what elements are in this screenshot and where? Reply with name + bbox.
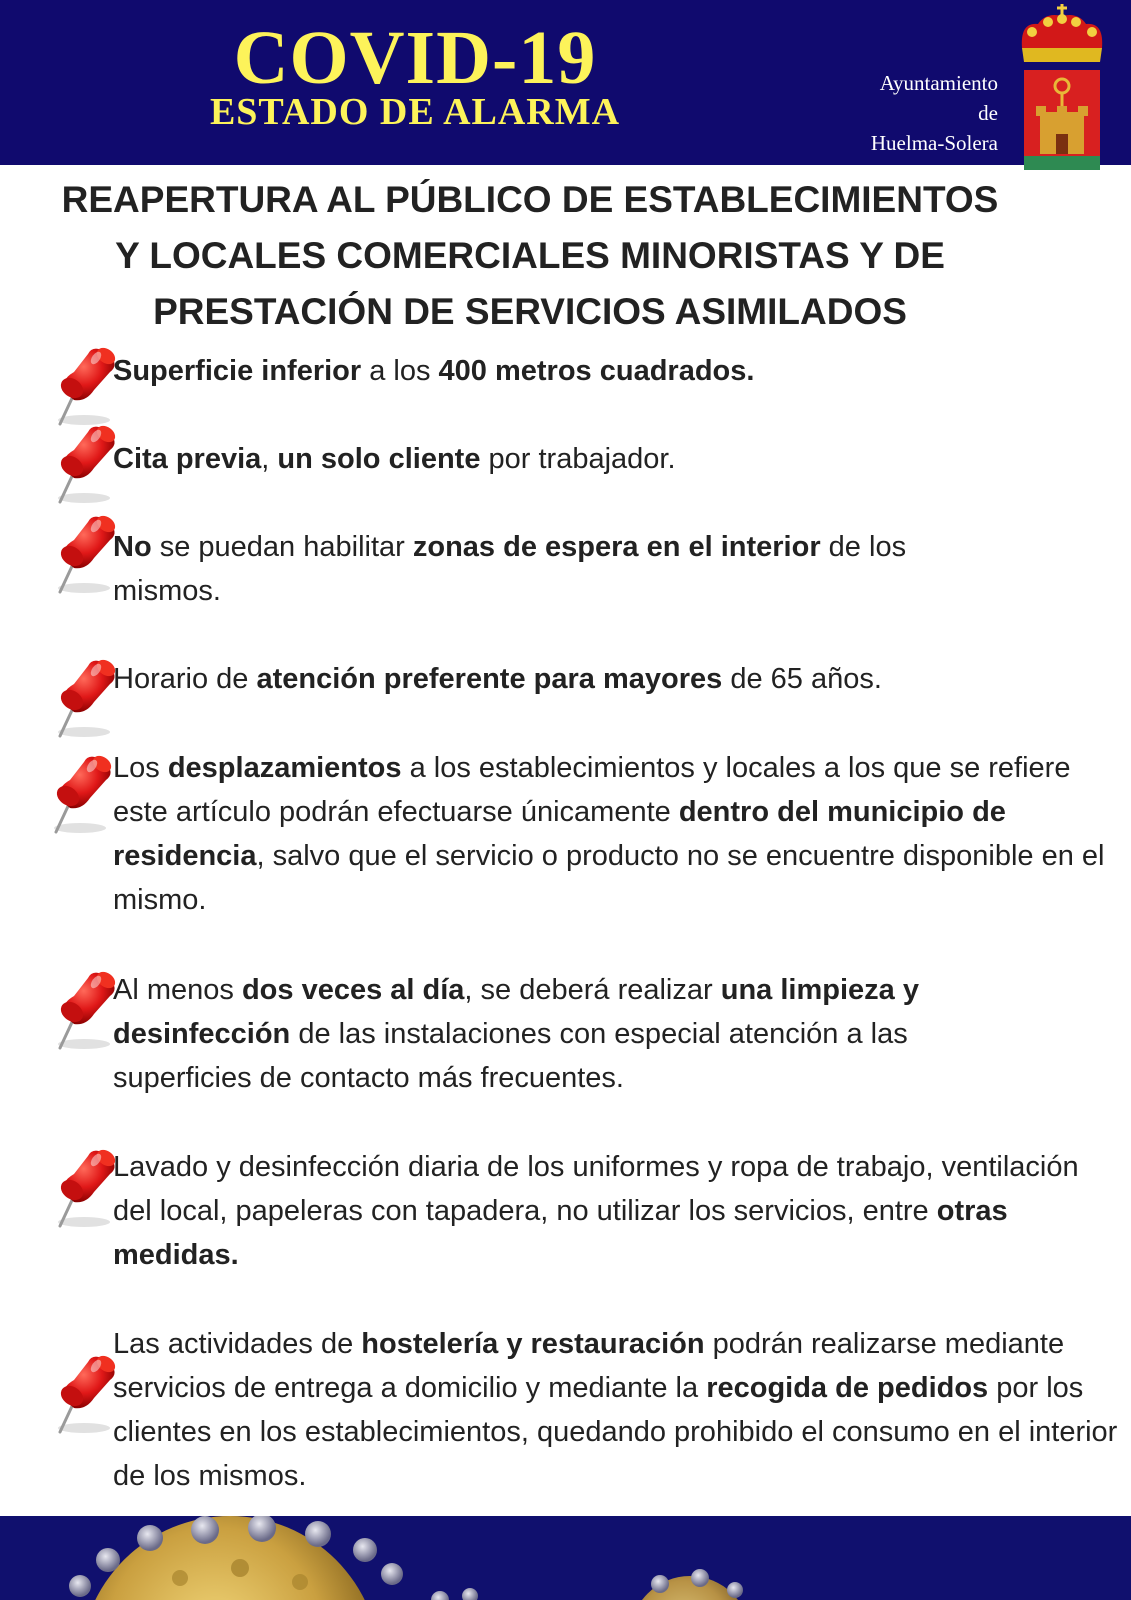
item-text-bold: 400 metros cuadrados.: [438, 355, 755, 387]
item-text: de las instalaciones con especial atención a las superficies de contacto más frecuentes.: [113, 1018, 908, 1094]
item-text-bold: Superficie inferior: [113, 355, 362, 387]
pushpin-icon: [44, 410, 122, 510]
item-text-bold: Cita previa: [113, 443, 262, 475]
item-text: Los: [113, 752, 168, 784]
pushpin-icon: [44, 644, 122, 744]
item-text: a los establecimientos y locales a los que se refiere este artículo podrán efectuarse únicamente: [113, 752, 1071, 828]
list-item: [113, 437, 1113, 481]
item-text-bold: hostelería y restauración: [361, 1328, 705, 1360]
item-text-bold: zonas de espera en el interior: [412, 531, 821, 563]
list-item: [113, 349, 1113, 393]
item-text-bold: un solo cliente: [277, 443, 481, 475]
item-text: Lavado y desinfección diaria de los uniformes y ropa de trabajo, ventilación del local, papeleras con tapadera, no utilizar los servicios, entre: [113, 1151, 1079, 1227]
alarm-subtitle: ESTADO DE ALARMA: [209, 91, 621, 133]
item-text: ,: [261, 443, 278, 475]
item-text-bold: No: [113, 531, 152, 563]
item-text: de 65 años.: [722, 663, 882, 695]
organization-line-1: Ayuntamiento: [879, 71, 998, 95]
item-text: Las actividades de: [113, 1328, 362, 1360]
pushpin-icon: [44, 500, 122, 600]
pushpin-icon: [40, 740, 118, 840]
coat-of-arms-icon: [1014, 2, 1110, 174]
header-banner: [0, 0, 1131, 165]
item-text-bold: una limpieza y desinfección: [113, 974, 919, 1050]
item-text: de los mismos.: [113, 531, 907, 607]
main-title-line-2: Y LOCALES COMERCIALES MINORISTAS Y DE: [115, 235, 945, 276]
item-text-bold: dentro del municipio de residencia: [113, 796, 1006, 872]
list-item: [113, 525, 1013, 613]
item-text-bold: dos veces al día: [241, 974, 465, 1006]
main-title: [0, 172, 1060, 340]
list-item: [113, 968, 1023, 1100]
item-text: , salvo que el servicio o producto no se encuentre disponible en el mismo.: [113, 840, 1105, 916]
item-text: por los clientes en los establecimientos, quedando prohibido el consumo en el interior de los mismos.: [113, 1372, 1118, 1492]
list-item: [113, 657, 1113, 701]
item-text: por trabajador.: [480, 443, 676, 475]
item-text: Al menos: [113, 974, 242, 1006]
item-text: podrán realizarse mediante servicios de entrega a domicilio y mediante la: [113, 1328, 1065, 1404]
list-item: [113, 1322, 1118, 1498]
pushpin-icon: [44, 1134, 122, 1234]
list-item: [113, 746, 1113, 922]
organization-line-3: Huelma-Solera: [870, 131, 998, 155]
footer-banner: [0, 1516, 1131, 1600]
item-text-bold: otras medidas.: [113, 1195, 1008, 1271]
item-text: Horario de: [113, 663, 257, 695]
main-title-line-3: PRESTACIÓN DE SERVICIOS ASIMILADOS: [153, 291, 907, 332]
item-text-bold: atención preferente para mayores: [256, 663, 723, 695]
organization-line-2: de: [978, 101, 998, 125]
coronavirus-icon: [0, 1516, 1131, 1600]
pushpin-icon: [44, 956, 122, 1056]
item-text-bold: desplazamientos: [167, 752, 402, 784]
item-text-bold: recogida de pedidos: [706, 1372, 989, 1404]
main-title-line-1: REAPERTURA AL PÚBLICO DE ESTABLECIMIENTOS: [61, 179, 999, 220]
covid-title: COVID-19: [233, 16, 597, 100]
pushpin-icon: [44, 1340, 122, 1440]
organization-name: [800, 68, 998, 158]
list-item: [113, 1145, 1118, 1277]
item-text: a los: [361, 355, 439, 387]
item-text: , se deberá realizar: [464, 974, 721, 1006]
item-text: se puedan habilitar: [151, 531, 413, 563]
